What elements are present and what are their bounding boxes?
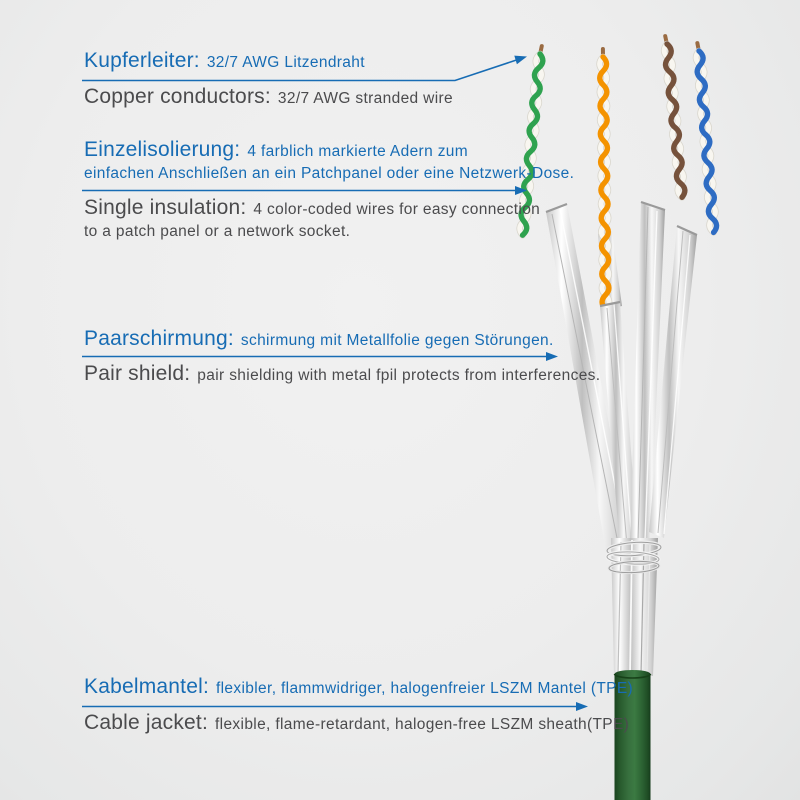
annotation-term: Paarschirmung: — [84, 327, 234, 350]
annotation-term: Kabelmantel: — [84, 675, 209, 698]
annotation-desc: flexibler, flammwidriger, halogenfreier LSZM Mantel (TPE) — [215, 680, 634, 697]
annotation-desc: 32/7 AWG Litzendraht — [206, 54, 365, 71]
annotation-desc: flexible, flame-retardant, halogen-free LSZM sheath(TPE) — [215, 716, 630, 733]
annotation-term: Einzelisolierung: — [84, 138, 241, 161]
annotation-copper-de — [84, 49, 365, 73]
annotation-insulation-de-2: einfachen Anschließen an ein Patchpanel oder eine Netzwerk-Dose. — [84, 165, 575, 182]
annotation-shield-de — [84, 327, 554, 351]
annotation-insulation-en — [84, 196, 540, 220]
foil-bundle — [611, 538, 658, 676]
annotation-desc: 4 color-coded wires for easy connection — [253, 201, 541, 218]
twisted-pair-blue — [695, 43, 717, 233]
annotation-jacket-en — [84, 711, 629, 735]
annotation-insulation-de — [84, 138, 468, 162]
annotation-term: Cable jacket: — [84, 711, 208, 734]
annotation-term: Single insulation: — [84, 196, 247, 219]
twisted-pair-brown — [663, 36, 686, 198]
annotation-shield-en — [84, 362, 600, 386]
annotation-desc: 4 farblich markierte Adern zum — [247, 143, 469, 160]
annotation-desc: schirmung mit Metallfolie gegen Störungen. — [240, 332, 554, 349]
twisted-pair-orange — [599, 49, 609, 309]
annotation-term: Copper conductors: — [84, 85, 271, 108]
annotation-term: Kupferleiter: — [84, 49, 200, 72]
annotation-desc: pair shielding with metal fpil protects from interferences. — [197, 367, 601, 384]
annotation-jacket-de — [84, 675, 633, 699]
annotation-term: Pair shield: — [84, 362, 191, 385]
annotation-copper-en — [84, 85, 453, 109]
annotation-desc: 32/7 AWG stranded wire — [277, 90, 453, 107]
annotation-insulation-en-2: to a patch panel or a network socket. — [84, 223, 351, 240]
